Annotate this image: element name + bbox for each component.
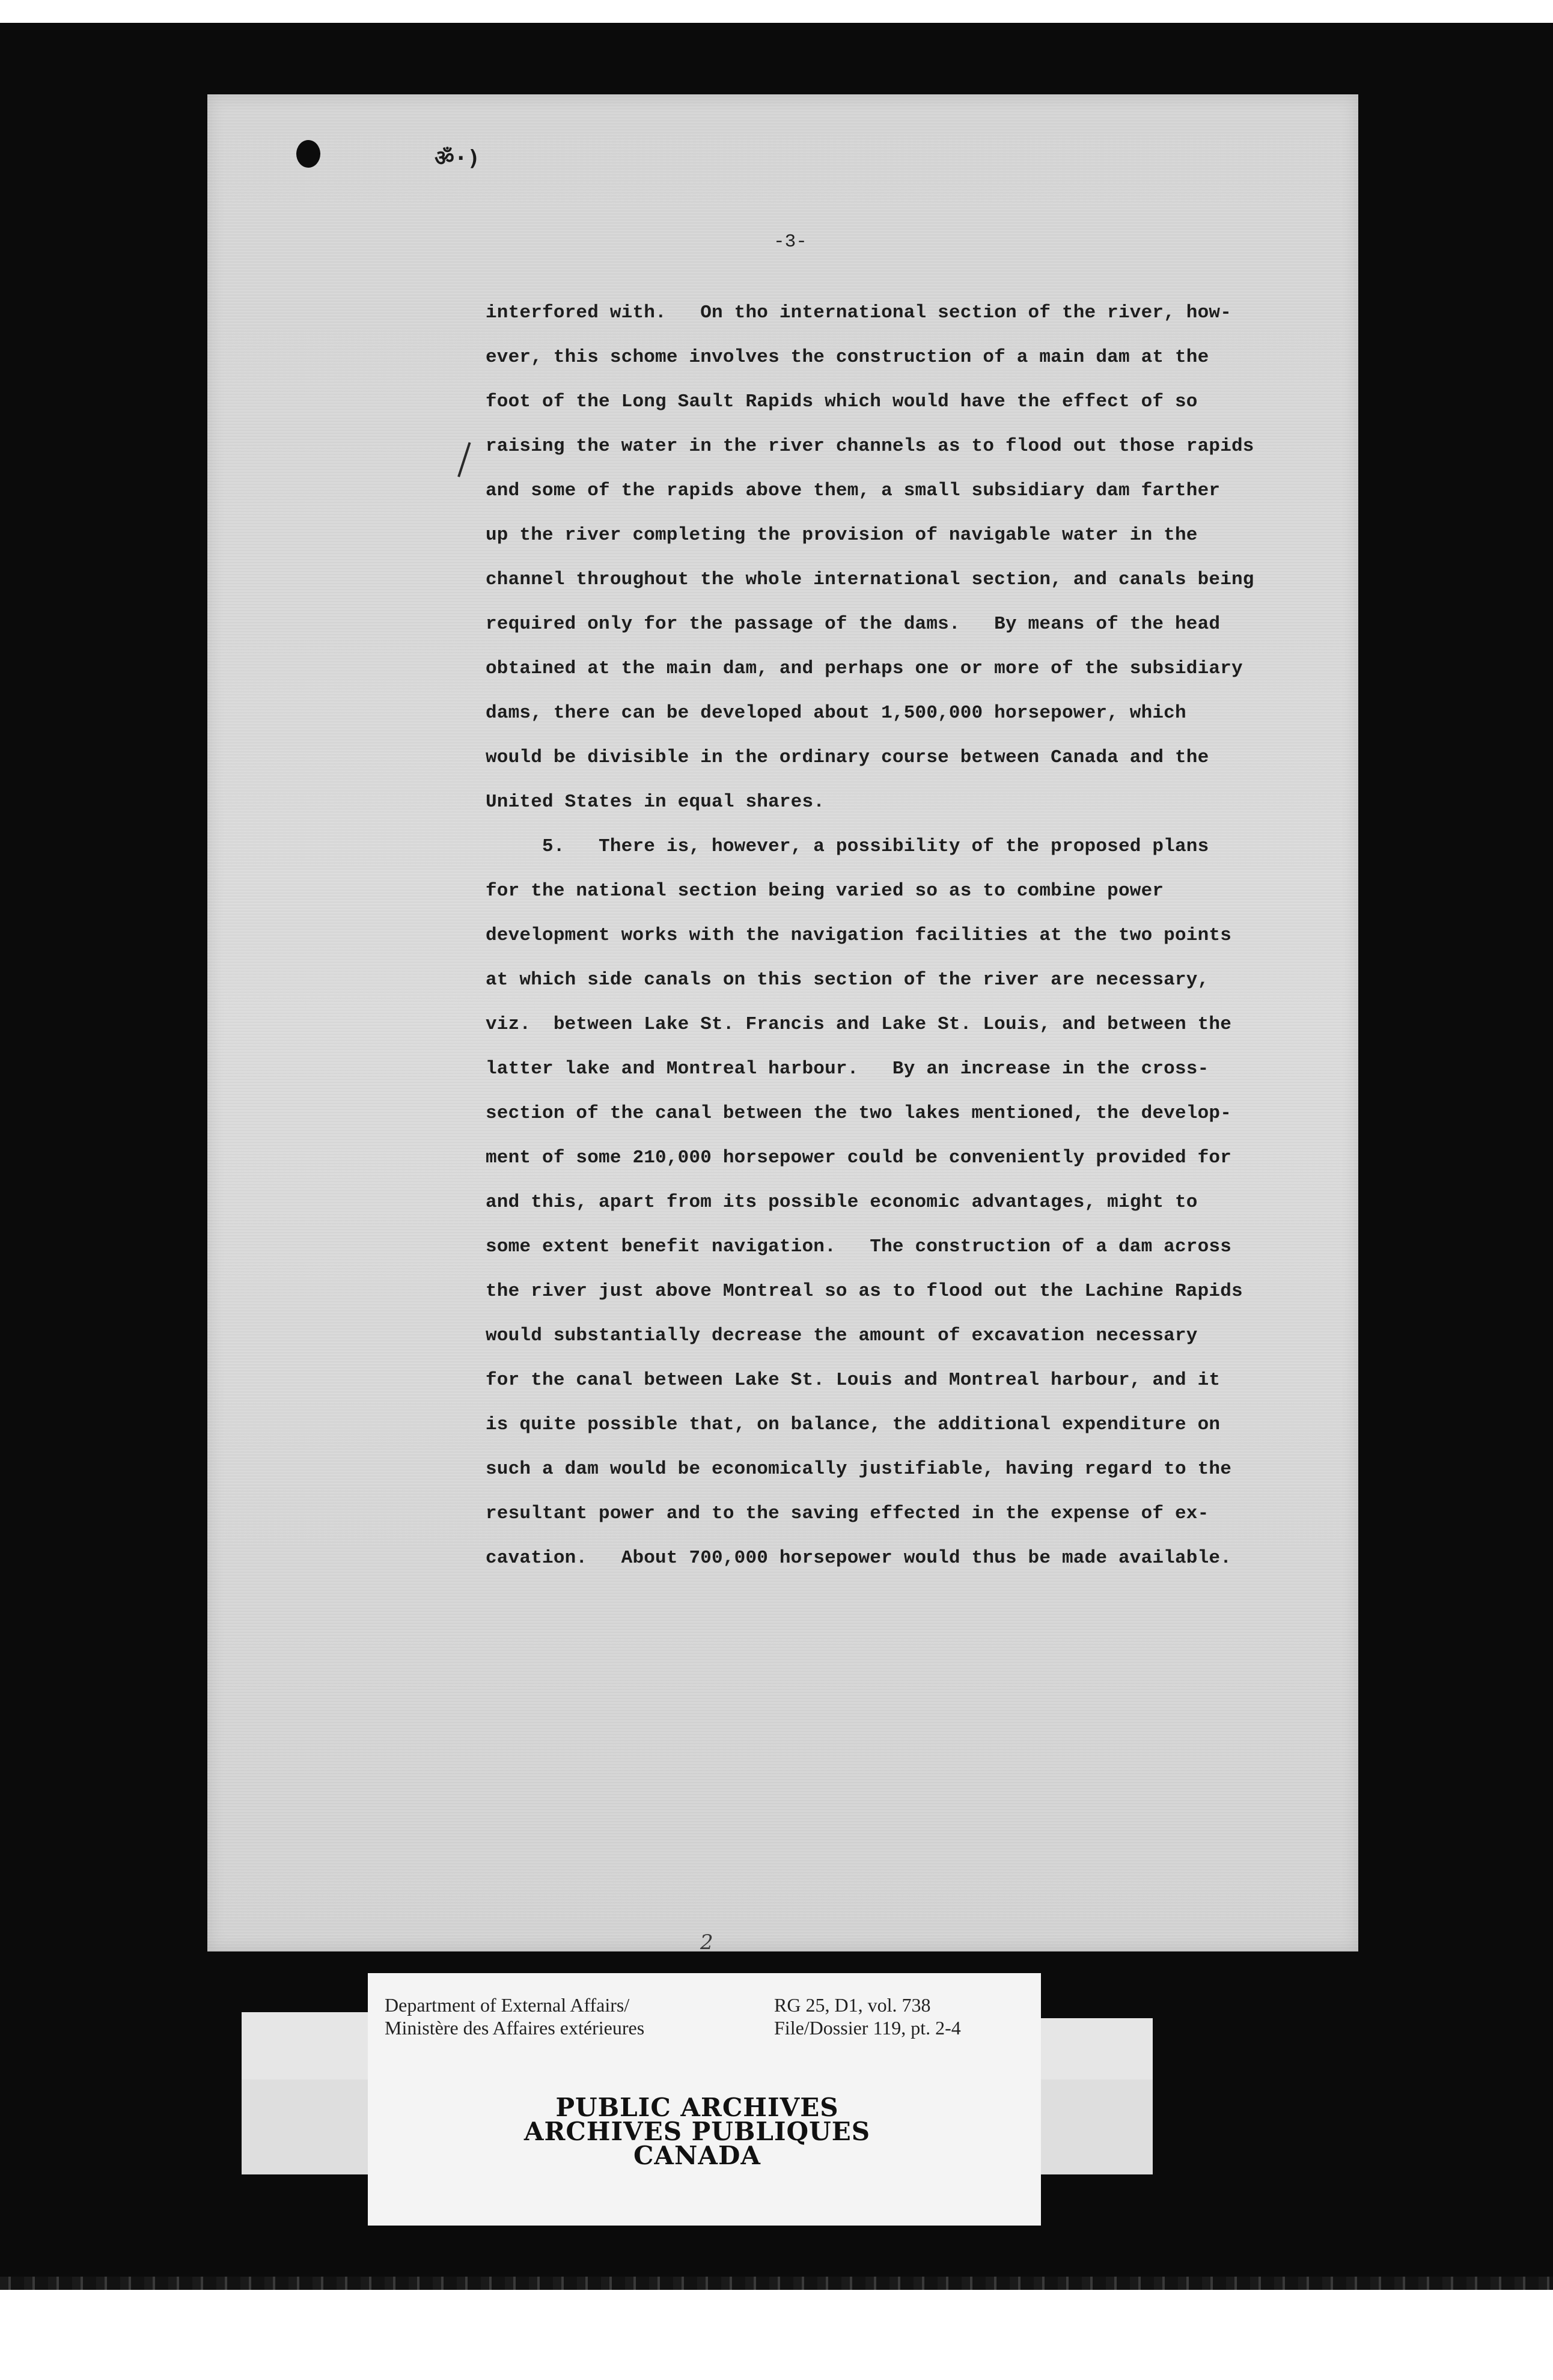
text-line: latter lake and Montreal harbour. By an increase in the cross- (486, 1058, 1209, 1079)
text-line: ment of some 210,000 horsepower could be conveniently provided for (486, 1147, 1231, 1168)
text-line: foot of the Long Sault Rapids which would have the effect of so (486, 391, 1198, 412)
text-line: some extent benefit navigation. The construction of a dam across (486, 1236, 1231, 1257)
department-fr: Ministère des Affaires extérieures (385, 2017, 645, 2039)
pencil-tick-mark (457, 442, 479, 480)
text-line: interfored with. On tho international section of the river, how- (486, 302, 1231, 323)
text-line: dams, there can be developed about 1,500,000 horsepower, which (486, 703, 1186, 724)
page-number: -3- (773, 231, 807, 252)
text-line: is quite possible that, on balance, the additional expenditure on (486, 1414, 1221, 1435)
text-line: ever, this schome involves the construction of a main dam at the (486, 347, 1209, 368)
text-line: for the canal between Lake St. Louis and Montreal harbour, and it (486, 1370, 1221, 1391)
text-line: would be divisible in the ordinary course between Canada and the (486, 747, 1209, 768)
text-line: the river just above Montreal so as to flood out the Lachine Rapids (486, 1281, 1243, 1302)
film-edge-strip (0, 2277, 1553, 2290)
text-line: up the river completing the provision of navigable water in the (486, 525, 1198, 546)
archive-file-number: File/Dossier 119, pt. 2-4 (774, 2017, 961, 2039)
text-line: and some of the rapids above them, a small subsidiary dam farther (486, 480, 1221, 501)
department-en: Department of External Affairs/ (385, 1994, 630, 2016)
top-ink-mark: ॐ·) (435, 146, 481, 171)
text-line: would substantially decrease the amount of excavation necessary (486, 1325, 1198, 1346)
punch-hole (296, 140, 320, 168)
bottom-pencil-mark: 2 (700, 1930, 713, 1954)
document-page (207, 94, 1358, 1954)
archive-name-en: PUBLIC ARCHIVES (555, 2093, 839, 2122)
text-line: obtained at the main dam, and perhaps one or more of the subsidiary (486, 658, 1243, 679)
archive-reference: RG 25, D1, vol. 738 (774, 1994, 931, 2016)
text-line: raising the water in the river channels as to flood out those rapids (486, 436, 1254, 457)
text-line: 5. There is, however, a possibility of the proposed plans (486, 836, 1209, 857)
text-line: cavation. About 700,000 horsepower would thus be made available. (486, 1548, 1231, 1569)
text-line: for the national section being varied so as to combine power (486, 880, 1164, 902)
archive-country: CANADA (633, 2141, 761, 2170)
text-line: at which side canals on this section of the river are necessary, (486, 969, 1209, 990)
text-line: development works with the navigation facilities at the two points (486, 925, 1231, 946)
text-line: channel throughout the whole international section, and canals being (486, 569, 1254, 590)
text-line: viz. between Lake St. Francis and Lake St. Louis, and between the (486, 1014, 1231, 1035)
text-line: required only for the passage of the dams. By means of the head (486, 614, 1221, 635)
text-line: and this, apart from its possible economic advantages, might to (486, 1192, 1198, 1213)
text-line: United States in equal shares. (486, 792, 825, 813)
text-line: such a dam would be economically justifiable, having regard to the (486, 1459, 1231, 1480)
text-line: resultant power and to the saving effected in the expense of ex- (486, 1503, 1209, 1524)
archive-name-fr: ARCHIVES PUBLIQUES (523, 2117, 871, 2146)
text-line: section of the canal between the two lakes mentioned, the develop- (486, 1103, 1231, 1124)
